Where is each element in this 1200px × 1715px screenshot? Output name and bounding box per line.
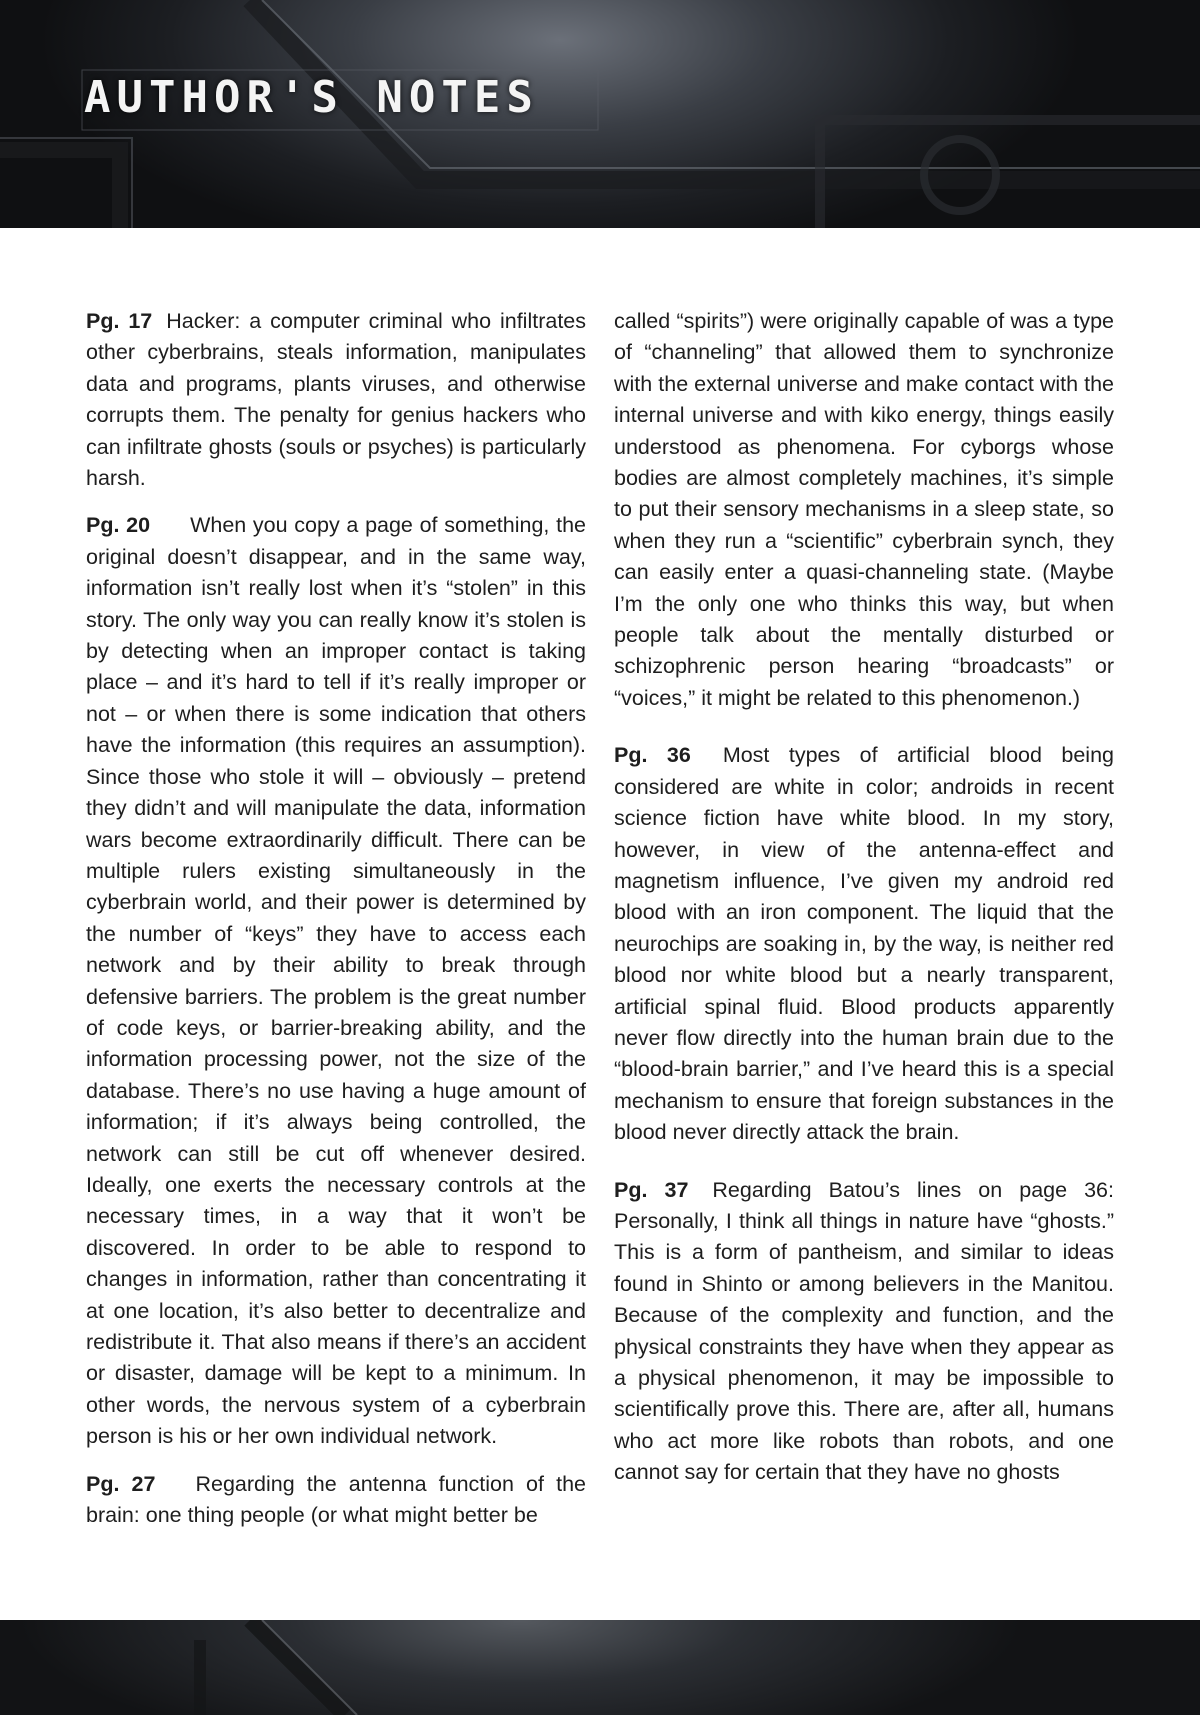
note-text: Regarding Batou’s lines on page 36: Personally, I think all things in nature have “ghosts.” This is a form of pantheism, and similar to ideas found in Shinto or among believers in the Manitou. Because of the complexity and function, and the physical constraints they have when they appear as a physical phenomenon, it may be impossible to scientifically prove this. There are, after all, humans who act more like robots than robots, and one cannot say for certain that they have no ghosts [614, 1177, 1114, 1485]
left-column [86, 306, 586, 1547]
note-page-label: Pg. 36 [614, 743, 691, 768]
note-pg27-continued [614, 306, 1114, 714]
note-pg37 [614, 1175, 1114, 1489]
header-banner [0, 0, 1200, 228]
note-text: called “spirits”) were originally capable of was a type of “channeling” that allowed them to synchronize with the external universe and make contact with the internal universe and with kiko energy, things easily understood as phenomena. For cyborgs whose bodies are almost completely machines, it’s simple to put their sensory mechanisms in a sleep state, so when they run a “scientific” cyberbrain synch, they can easily enter a quasi-channeling state. (Maybe I’m the only one who thinks this way, but when people talk about the mentally disturbed or schizophrenic person hearing “broadcasts” or “voices,” it might be related to this phenomenon.) [614, 309, 1114, 710]
note-text: When you copy a page of something, the original doesn’t disappear, and in the same way, information isn’t really lost when it’s “stolen” in this story. The only way you can really know it’s stolen is by detecting when an improper contact is taking place – and it’s hard to tell if it’s really improper or not – or when there is some indication that others have the information (this requires an assumption). Since those who stole it will – obviously – pretend they didn’t and will manipulate the data, information wars become extraordinarily difficult. There can be multiple rulers existing simultaneously in the cyberbrain world, and their power is determined by the number of “keys” they have to access each network and by their ability to break through defensive barriers. The problem is the great number of code keys, or barrier-breaking ability, and the information processing power, not the size of the database. There’s no use having a huge amount of information; if it’s always being controlled, the network can still be cut off whenever desired. Ideally, one exerts the necessary controls at the necessary times, in a way that it won’t be discovered. In order to be able to respond to changes in information, rather than concentrating it at one location, it’s also better to decentralize and redistribute it. That also means if there’s an accident or disaster, damage will be kept to a minimum. In other words, the nervous system of a cyberbrain person is his or her own individual network. [86, 513, 586, 1449]
note-pg20 [86, 510, 586, 1452]
note-page-label: Pg. 17 [86, 309, 153, 333]
note-pg27 [86, 1469, 586, 1532]
right-column [614, 306, 1114, 1505]
page-title: AUTHOR'S NOTES [84, 72, 539, 123]
note-pg36 [614, 740, 1114, 1148]
note-text: Hacker: a computer criminal who infiltrates other cyberbrains, steals information, manipulates data and programs, plants viruses, and otherwise corrupts them. The penalty for genius hackers who can infiltrate ghosts (souls or psyches) is particularly harsh. [86, 309, 586, 491]
note-text: Regarding the antenna function of the brain: one thing people (or what might better be [86, 1471, 586, 1528]
note-page-label: Pg. 27 [86, 1471, 156, 1496]
footer-banner [0, 1620, 1200, 1715]
footer-decoration [0, 1620, 1200, 1715]
note-page-label: Pg. 20 [86, 513, 151, 538]
note-pg17 [86, 306, 586, 494]
note-text: Most types of artificial blood being considered are white in color; androids in recent science fiction have white blood. In my story, however, in view of the antenna-effect and magnetism influence, I’ve given my android red blood with an iron component. The liquid that the neurochips are soaking in, by the way, is neither red blood nor white blood but a nearly transparent, artificial spinal fluid. Blood products apparently never flow directly into the human brain due to the “blood-brain barrier,” and I’ve heard this is a special mechanism to ensure that foreign substances in the blood never directly attack the brain. [614, 743, 1114, 1145]
note-page-label: Pg. 37 [614, 1177, 689, 1202]
